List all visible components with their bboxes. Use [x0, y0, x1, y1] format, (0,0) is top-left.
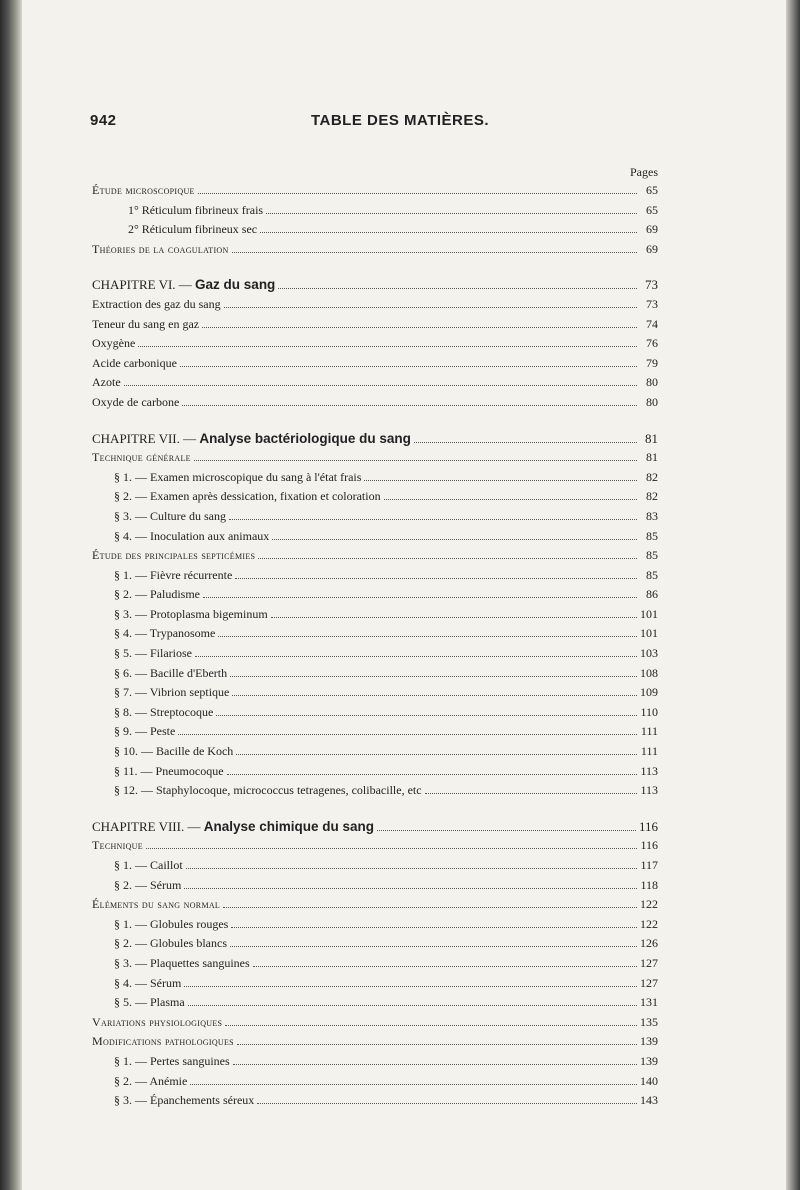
leader-dots — [224, 298, 637, 308]
toc-entry-label: § 2. — Sérum — [114, 877, 182, 892]
toc-item-line — [92, 297, 658, 317]
toc-section-line — [92, 897, 658, 917]
toc-entry-label: Azote — [92, 375, 121, 390]
leader-dots — [236, 745, 637, 755]
toc-entry-label: § 3. — Protoplasma bigeminum — [114, 606, 268, 621]
leader-dots — [184, 879, 637, 889]
toc-subsection-line — [92, 783, 658, 803]
toc-page-number: 143 — [640, 1093, 658, 1108]
leader-dots — [364, 471, 637, 481]
toc-page-number: 69 — [646, 241, 658, 256]
leader-dots — [235, 569, 637, 579]
table-of-contents — [92, 183, 658, 1113]
leader-dots — [229, 510, 637, 520]
leader-dots — [231, 918, 637, 928]
pages-column-label: Pages — [630, 165, 658, 179]
toc-subsection-line — [92, 509, 658, 529]
toc-page-number: 83 — [646, 508, 658, 523]
toc-page-number: 117 — [640, 858, 658, 872]
toc-item-line — [92, 336, 658, 356]
toc-page-number: 82 — [646, 489, 658, 504]
toc-section-line — [92, 242, 658, 262]
toc-item-line — [92, 203, 658, 223]
leader-dots — [232, 686, 637, 696]
toc-chapter-line — [92, 819, 658, 839]
toc-page-number: 139 — [640, 1053, 658, 1068]
toc-entry-label: § 3. — Plaquettes sanguines — [114, 955, 250, 970]
toc-entry-label: § 5. — Plasma — [114, 995, 185, 1010]
leader-dots — [146, 839, 637, 849]
toc-subsection-line — [92, 626, 658, 646]
toc-page-number: 80 — [646, 394, 658, 409]
leader-dots — [186, 859, 637, 869]
toc-section-line — [92, 1015, 658, 1035]
leader-dots — [237, 1035, 637, 1045]
toc-item-line — [92, 375, 658, 395]
toc-subsection-line — [92, 1093, 658, 1113]
toc-subsection-line — [92, 1074, 658, 1094]
toc-page-number: 116 — [638, 818, 658, 834]
page-edge-shadow-right — [786, 0, 800, 1190]
toc-entry-label: § 5. — Filariose — [114, 646, 192, 661]
toc-entry-label: § 4. — Sérum — [114, 975, 182, 990]
toc-entry-label: § 2. — Paludisme — [114, 587, 200, 602]
toc-page-number: 73 — [645, 277, 658, 293]
toc-subsection-line — [92, 666, 658, 686]
leader-dots — [232, 243, 637, 253]
toc-entry-label: § 3. — Épanchements séreux — [114, 1093, 255, 1108]
toc-page-number: 74 — [646, 316, 658, 331]
leader-dots — [216, 706, 637, 716]
toc-page-number: 118 — [640, 877, 658, 892]
toc-page-number: 101 — [640, 606, 658, 621]
toc-page-number: 101 — [640, 626, 658, 641]
toc-page-number: 131 — [640, 995, 658, 1010]
toc-page-number: 122 — [640, 897, 658, 912]
toc-subsection-line — [92, 956, 658, 976]
leader-dots — [218, 627, 637, 637]
toc-entry-label — [92, 819, 374, 835]
chapter-number: CHAPITRE VII. — — [92, 430, 200, 446]
toc-item-line — [92, 317, 658, 337]
toc-subsection-line — [92, 685, 658, 705]
leader-dots — [223, 898, 637, 908]
leader-dots — [230, 937, 637, 947]
leader-dots — [188, 996, 637, 1006]
toc-subsection-line — [92, 1054, 658, 1074]
toc-page-number: 113 — [640, 783, 658, 798]
chapter-title: Analyse chimique du sang — [203, 818, 374, 834]
toc-page-number: 81 — [645, 430, 658, 446]
leader-dots — [278, 279, 637, 289]
page-edge-shadow-left — [0, 0, 22, 1190]
toc-entry-label: § 1. — Globules rouges — [114, 916, 229, 931]
toc-subsection-line — [92, 764, 658, 784]
toc-page-number: 111 — [640, 724, 658, 739]
leader-dots — [258, 549, 637, 559]
toc-subsection-line — [92, 607, 658, 627]
chapter-title: Gaz du sang — [195, 277, 276, 293]
toc-entry-label: § 12. — Staphylocoque, micrococcus tetragenes, colibacille, etc — [114, 783, 422, 798]
leader-dots — [414, 433, 637, 443]
leader-dots — [257, 1094, 637, 1104]
toc-page-number: 135 — [640, 1014, 658, 1029]
toc-entry-label: Modifications pathologiques — [92, 1034, 234, 1049]
toc-page-number: 69 — [646, 222, 658, 237]
toc-page-number: 80 — [646, 375, 658, 390]
toc-entry-label: § 1. — Examen microscopique du sang à l'état frais — [114, 469, 362, 484]
leader-dots — [198, 184, 637, 194]
leader-dots — [203, 588, 637, 598]
toc-entry-label: 2° Réticulum fibrineux sec — [128, 222, 258, 237]
toc-entry-label: § 3. — Culture du sang — [114, 508, 226, 523]
leader-dots — [225, 1016, 637, 1026]
leader-dots — [377, 821, 636, 831]
toc-page-number: 111 — [640, 744, 658, 759]
toc-section-line — [92, 183, 658, 203]
toc-page-number: 127 — [640, 975, 658, 990]
toc-subsection-line — [92, 858, 658, 878]
toc-entry-label: Étude des principales septicémies — [92, 548, 256, 563]
toc-entry-label: § 4. — Trypanosome — [114, 626, 216, 641]
leader-dots — [271, 608, 637, 618]
toc-page-number: 65 — [646, 183, 658, 197]
toc-subsection-line — [92, 976, 658, 996]
leader-dots — [138, 337, 637, 347]
toc-page-number: 113 — [640, 763, 658, 778]
toc-entry-label: § 1. — Caillot — [114, 858, 183, 872]
toc-entry-label: § 7. — Vibrion septique — [114, 685, 230, 700]
toc-subsection-line — [92, 470, 658, 490]
leader-dots — [425, 784, 637, 794]
toc-subsection-line — [92, 489, 658, 509]
toc-entry-label: Théories de la coagulation — [92, 241, 229, 256]
toc-page-number: 139 — [640, 1034, 658, 1049]
toc-entry-label: § 11. — Pneumocoque — [114, 763, 224, 778]
toc-section-line — [92, 1034, 658, 1054]
toc-page-number: 82 — [646, 469, 658, 484]
toc-section-line — [92, 838, 658, 858]
toc-entry-label: Acide carbonique — [92, 355, 177, 370]
toc-section-line — [92, 548, 658, 568]
chapter-number: CHAPITRE VI. — — [92, 277, 196, 293]
toc-entry-label: § 6. — Bacille d'Eberth — [114, 665, 228, 680]
toc-page-number: 109 — [640, 685, 658, 700]
toc-entry-label: 1° Réticulum fibrineux frais — [128, 202, 264, 217]
toc-subsection-line — [92, 568, 658, 588]
toc-entry-label: Teneur du sang en gaz — [92, 316, 200, 331]
toc-page-number: 140 — [640, 1073, 658, 1088]
leader-dots — [124, 376, 637, 386]
toc-subsection-line — [92, 936, 658, 956]
toc-item-line — [92, 356, 658, 376]
leader-dots — [266, 204, 637, 214]
toc-page-number: 86 — [646, 587, 658, 602]
toc-page-number: 76 — [646, 336, 658, 351]
leader-dots — [194, 451, 637, 461]
toc-entry-label — [92, 277, 275, 293]
toc-entry-label: Étude microscopique — [92, 183, 195, 197]
page-number: 942 — [90, 112, 117, 129]
leader-dots — [190, 1075, 637, 1085]
toc-subsection-line — [92, 878, 658, 898]
toc-page-number: 79 — [646, 355, 658, 370]
toc-entry-label: Variations physiologiques — [92, 1014, 223, 1029]
chapter-number: CHAPITRE VIII. — — [92, 818, 204, 834]
section-gap — [92, 261, 658, 277]
toc-page-number: 85 — [646, 567, 658, 582]
toc-entry-label: § 9. — Peste — [114, 724, 176, 739]
toc-entry-label: Oxygène — [92, 336, 136, 351]
leader-dots — [227, 765, 637, 775]
toc-entry-label: § 8. — Streptocoque — [114, 704, 214, 719]
toc-entry-label: § 4. — Inoculation aux animaux — [114, 528, 270, 543]
toc-entry-label: Technique générale — [92, 450, 191, 465]
leader-dots — [230, 667, 637, 677]
leader-dots — [184, 977, 637, 987]
toc-subsection-line — [92, 646, 658, 666]
toc-page-number: 85 — [646, 528, 658, 543]
toc-page-number: 81 — [646, 450, 658, 465]
toc-entry-label: § 10. — Bacille de Koch — [114, 744, 234, 759]
leader-dots — [384, 490, 637, 500]
toc-entry-label: Éléments du sang normal — [92, 897, 221, 912]
toc-item-line — [92, 395, 658, 415]
toc-page-number: 85 — [646, 548, 658, 563]
running-head — [90, 112, 710, 132]
toc-subsection-line — [92, 995, 658, 1015]
leader-dots — [182, 396, 637, 406]
toc-entry-label: Technique — [92, 838, 143, 853]
toc-entry-label: § 2. — Anémie — [114, 1073, 188, 1088]
leader-dots — [180, 357, 637, 367]
running-title: TABLE DES MATIÈRES. — [310, 112, 490, 129]
leader-dots — [260, 223, 637, 233]
toc-section-line — [92, 450, 658, 470]
leader-dots — [178, 725, 637, 735]
toc-page-number: 108 — [640, 665, 658, 680]
leader-dots — [202, 318, 637, 328]
toc-entry-label: § 1. — Pertes sanguines — [114, 1053, 230, 1068]
leader-dots — [195, 647, 637, 657]
toc-chapter-line — [92, 277, 658, 297]
toc-entry-label: § 2. — Globules blancs — [114, 936, 227, 951]
leader-dots — [272, 530, 637, 540]
leader-dots — [233, 1055, 637, 1065]
toc-page-number: 65 — [646, 202, 658, 217]
toc-entry-label: § 2. — Examen après dessication, fixation et coloration — [114, 489, 381, 504]
toc-subsection-line — [92, 917, 658, 937]
toc-item-line — [92, 222, 658, 242]
toc-entry-label: § 1. — Fièvre récurrente — [114, 567, 233, 582]
toc-page-number: 127 — [640, 955, 658, 970]
leader-dots — [253, 957, 637, 967]
toc-subsection-line — [92, 724, 658, 744]
toc-subsection-line — [92, 587, 658, 607]
toc-entry-label: Extraction des gaz du sang — [92, 296, 221, 311]
section-gap — [92, 803, 658, 819]
toc-page-number: 116 — [640, 838, 658, 853]
section-gap — [92, 415, 658, 431]
toc-page-number: 110 — [640, 704, 658, 719]
chapter-title: Analyse bactériologique du sang — [199, 430, 411, 446]
toc-page-number: 103 — [640, 646, 658, 661]
toc-subsection-line — [92, 529, 658, 549]
toc-entry-label — [92, 431, 411, 447]
toc-page-number: 73 — [646, 296, 658, 311]
toc-subsection-line — [92, 744, 658, 764]
toc-entry-label: Oxyde de carbone — [92, 394, 180, 409]
toc-subsection-line — [92, 705, 658, 725]
toc-page-number: 122 — [640, 916, 658, 931]
toc-chapter-line — [92, 431, 658, 451]
toc-page-number: 126 — [640, 936, 658, 951]
